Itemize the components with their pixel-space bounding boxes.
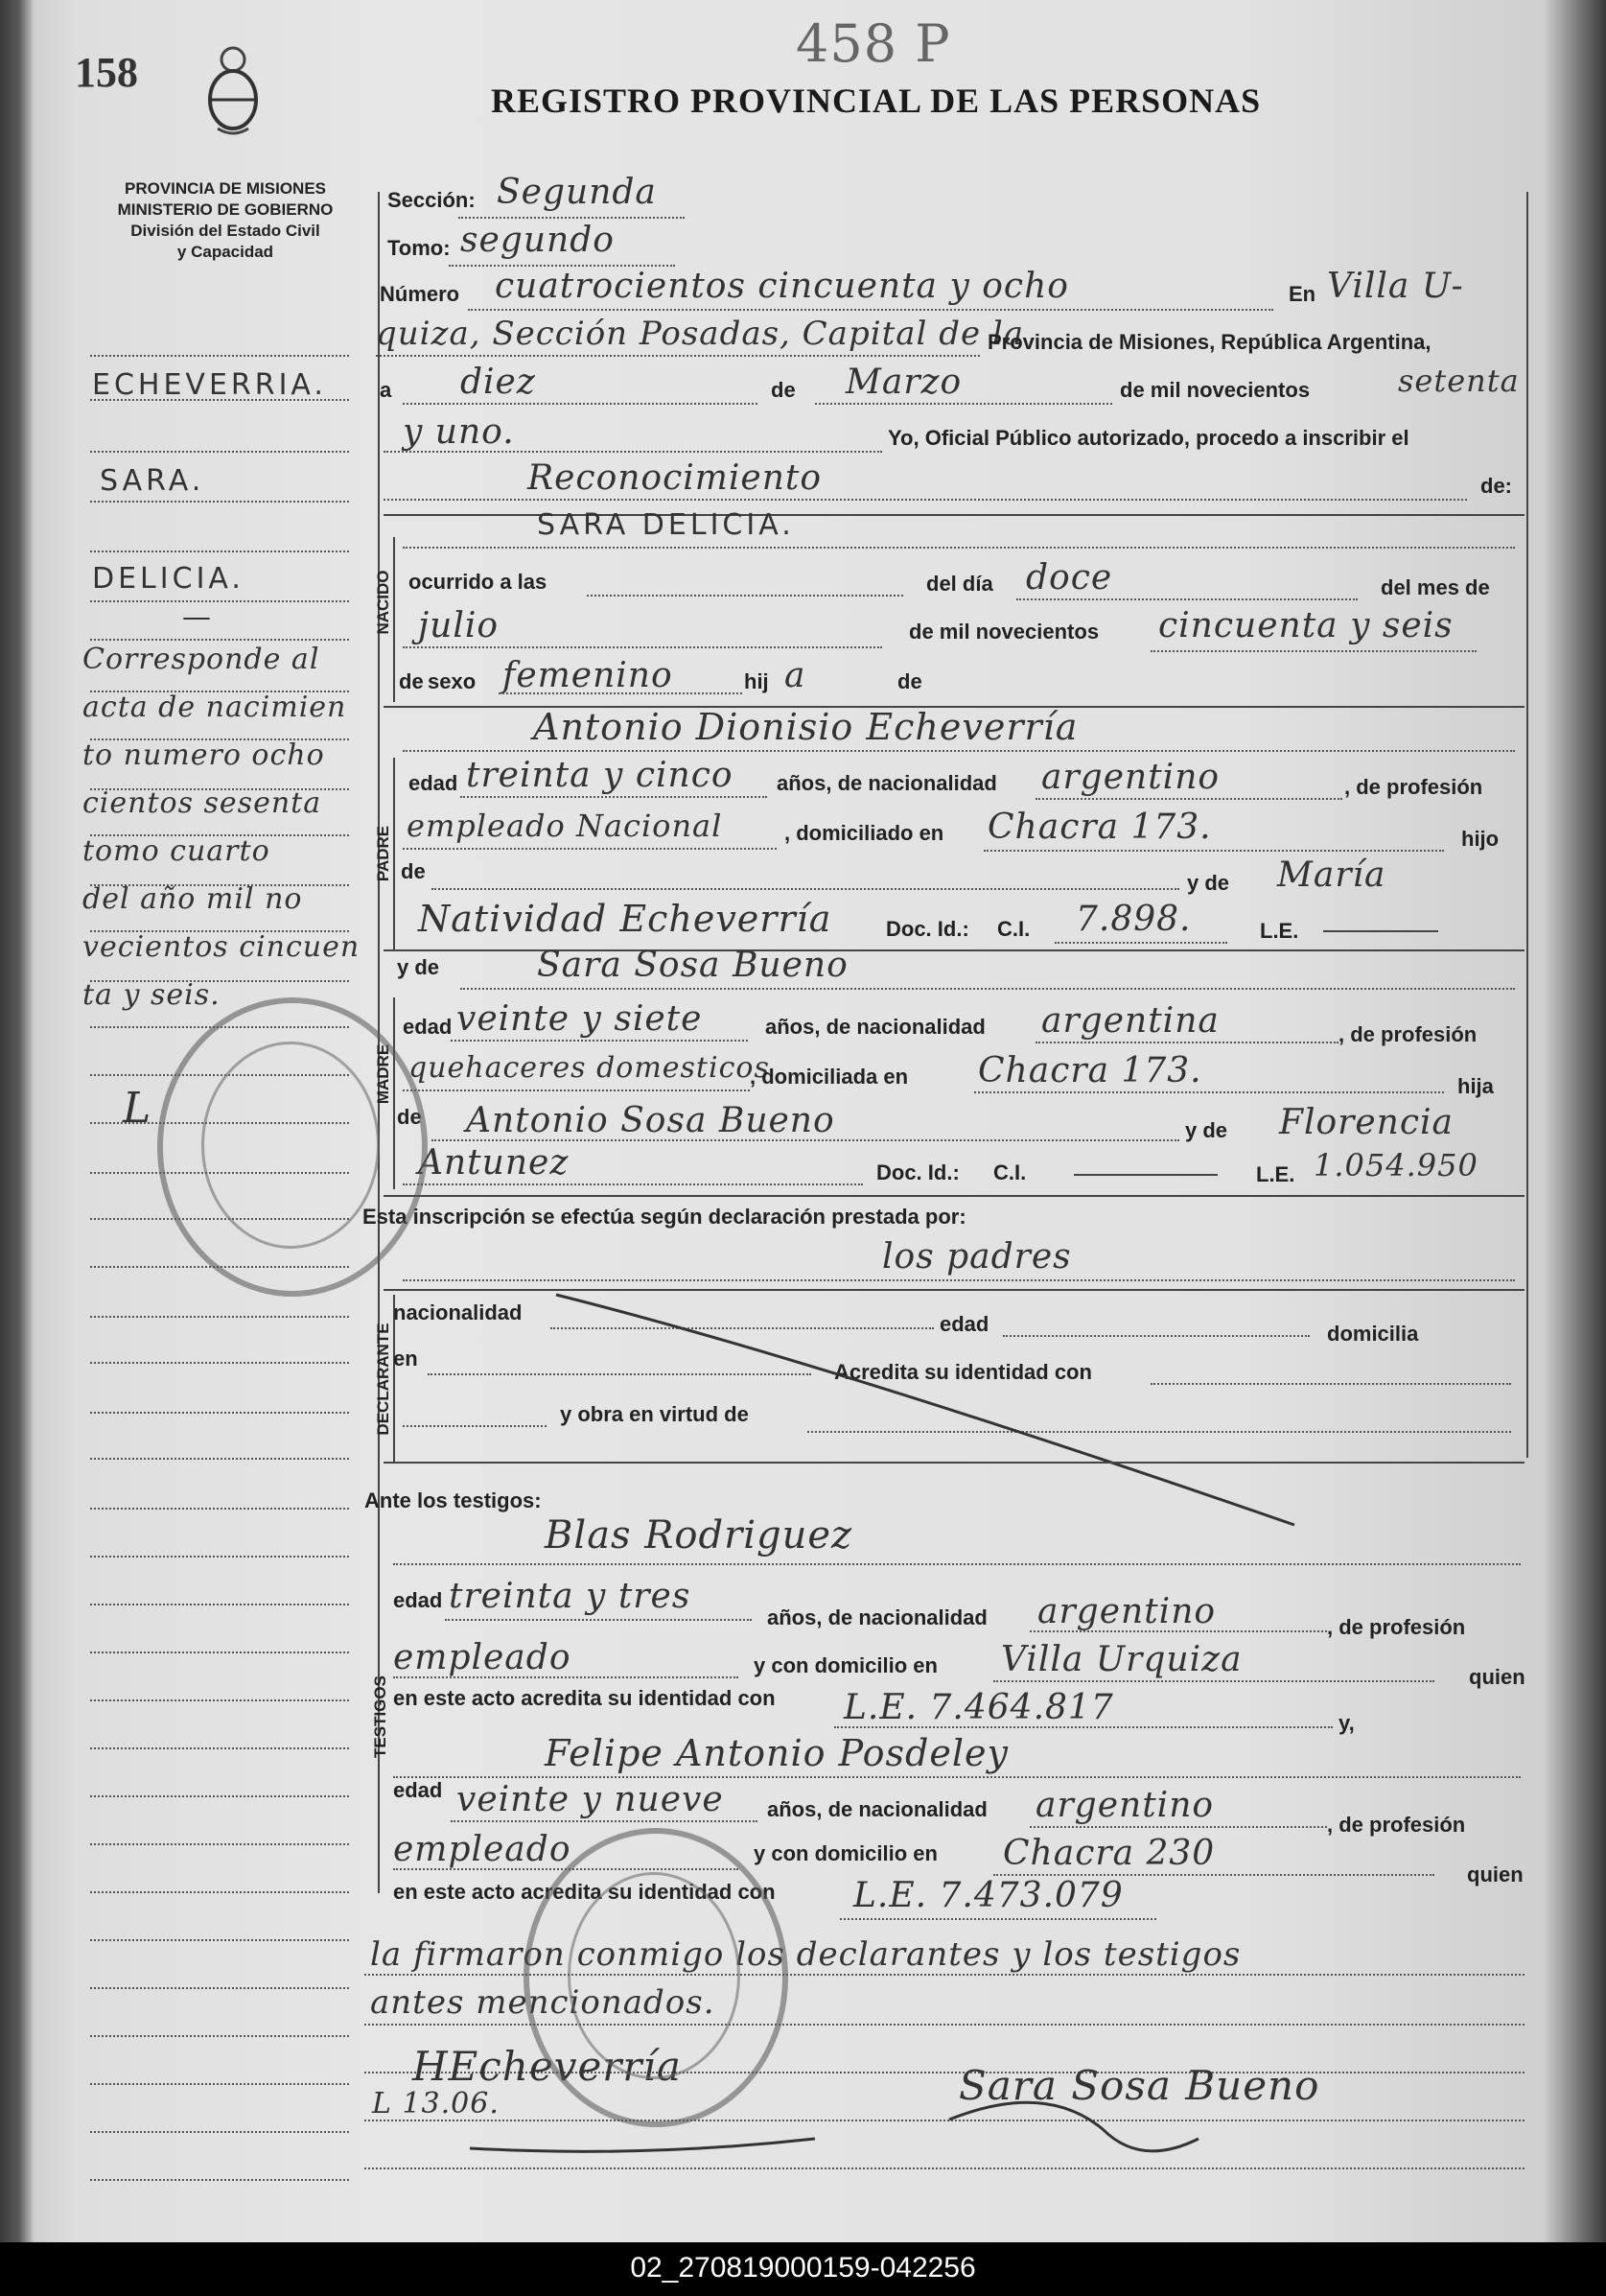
nacido-name-line [403, 547, 1515, 549]
margin-rule [90, 1747, 349, 1749]
testigo1-domicilio-label: y con domicilio en [754, 1653, 938, 1677]
nacido-section-label: NACIDO [374, 570, 392, 635]
testigo1-dom-line [993, 1680, 1434, 1682]
sexo-line [499, 692, 742, 694]
declarante-nacionalidad-label: nacionalidad [393, 1300, 523, 1324]
margin-rule [90, 1316, 349, 1318]
margin-note-line: acta de nacimien [82, 691, 347, 724]
coat-of-arms-icon [198, 42, 268, 138]
margin-rule [90, 501, 349, 503]
padre-name: Antonio Dionisio Echeverría [533, 706, 1079, 748]
madre-padre-value: Antonio Sosa Bueno [466, 1101, 835, 1140]
del-dia-label: del día [926, 572, 993, 596]
mil-label: de mil novecientos [1120, 378, 1311, 402]
tomo-value: segundo [460, 221, 615, 260]
year-value: setenta [1398, 363, 1520, 399]
signature-right: Sara Sosa Bueno [959, 2062, 1320, 2109]
declarante-obra-label: y obra en virtud de [560, 1402, 749, 1426]
margin-note-line: cientos sesenta [82, 786, 322, 820]
margin-dash: — [182, 600, 212, 634]
ante-testigos-label: Ante los testigos: [364, 1488, 542, 1512]
testigo2-nac-value: argentino [1036, 1786, 1215, 1825]
testigo2-prof-value: empleado [393, 1830, 571, 1869]
testigo1-name: Blas Rodriguez [545, 1513, 853, 1558]
testigo2-doc-line [840, 1918, 1156, 1920]
closing-line-1: la firmaron conmigo los declarantes y los testigos [370, 1935, 1242, 1974]
madre-name: Sara Sosa Bueno [537, 946, 849, 985]
testigo2-domicilio-label: y con domicilio en [754, 1841, 938, 1865]
margin-rule [90, 1699, 349, 1701]
ocurrido-label: ocurrido a las [408, 570, 547, 594]
hij-de-label: de [897, 669, 922, 693]
closing-line-2: antes mencionados. [370, 1983, 715, 2022]
padre-de-line [431, 888, 1179, 890]
margin-rule [90, 1891, 349, 1893]
margin-note-line: tomo cuarto [82, 834, 270, 868]
testigo1-doc-value: L.E. 7.464.817 [844, 1688, 1114, 1727]
madre-profesion-line [403, 1089, 750, 1091]
seccion-value: Segunda [497, 173, 657, 212]
margin-rule [90, 355, 349, 357]
testigo1-prof-value: empleado [393, 1638, 571, 1677]
birth-day-line [1016, 598, 1358, 600]
birth-day-value: doce [1026, 558, 1113, 597]
madre-ci-label: C.I. [993, 1160, 1027, 1184]
padre-madre-value-2: Natividad Echeverría [418, 898, 832, 940]
hij-label: hij [744, 669, 769, 693]
declarante-por-line [403, 1279, 1515, 1281]
oficial-label: Yo, Oficial Público autorizado, procedo a inscribir el [888, 426, 1409, 450]
margin-rule [90, 1939, 349, 1941]
declarante-top-rule [384, 1195, 1525, 1197]
margin-rule [90, 1412, 349, 1414]
margin-rule [90, 551, 349, 552]
madre-profesion-value: quehaceres domesticos [408, 1051, 770, 1085]
padre-doc-label: Doc. Id.: [886, 917, 969, 941]
birth-month-line [403, 646, 882, 648]
margin-note-line: vecientos cincuen [82, 930, 361, 964]
madre-nacionalidad-value: argentina [1041, 1001, 1220, 1041]
madre-yde-label: y de [397, 955, 440, 979]
seccion-line [458, 217, 685, 219]
madre-edad-label: edad [403, 1015, 453, 1039]
declarante-edad-label: edad [940, 1312, 989, 1336]
province-label: PROVINCIA DE MISIONES [124, 179, 326, 198]
margin-rule [90, 2179, 349, 2181]
madre-edad-value: veinte y siete [456, 999, 703, 1039]
a-label: a [380, 378, 392, 402]
madre-padre-line [431, 1139, 1179, 1141]
padre-edad-label: edad [408, 771, 458, 795]
madre-le-label: L.E. [1256, 1162, 1295, 1186]
madre-yde2-label: y de [1185, 1118, 1228, 1142]
declarante-en-label: en [393, 1347, 418, 1371]
numero-line [468, 309, 1273, 311]
testigo2-profesion-label: , de profesión [1327, 1813, 1466, 1837]
padre-ci-label: C.I. [997, 917, 1031, 941]
place-line [376, 355, 980, 357]
hij-value: a [784, 656, 806, 695]
madre-ci-dash [1074, 1174, 1218, 1176]
padre-section-label: PADRE [374, 825, 392, 882]
ocurrido-line [587, 595, 903, 597]
margin-surname: ECHEVERRIA. [92, 368, 327, 402]
madre-profesion-label: , de profesión [1338, 1022, 1478, 1046]
header-left-block [96, 178, 355, 263]
margin-rule [90, 451, 349, 453]
testigo2-edad-label: edad [393, 1778, 443, 1802]
scan-id: 02_270819000159-042256 [630, 2252, 976, 2284]
testigo1-edad-value: treinta y tres [449, 1577, 691, 1616]
madre-nacionalidad-line [1036, 1042, 1338, 1043]
testigo1-edad-line [445, 1619, 752, 1621]
testigo2-quien-label: quien [1467, 1863, 1524, 1886]
madre-madre-value-2: Antunez [418, 1143, 570, 1183]
testigo1-edad-label: edad [393, 1588, 443, 1612]
document-title: REGISTRO PROVINCIAL DE LAS PERSONAS [491, 82, 1262, 120]
padre-edad-value: treinta y cinco [466, 756, 733, 795]
madre-domiciliada-label: , domiciliada en [750, 1065, 909, 1089]
year-line [384, 451, 882, 453]
birth-month-value: julio [418, 606, 500, 645]
testigo2-dom-value: Chacra 230 [1003, 1834, 1216, 1873]
signature-left: HEcheverría [412, 2043, 682, 2090]
declaracion-intro: Esta inscripción se efectúa según declaración prestada por: [362, 1205, 966, 1229]
madre-madre-value: Florencia [1279, 1103, 1455, 1142]
padre-profesion-line [403, 848, 777, 850]
padre-domicilio-value: Chacra 173. [988, 808, 1212, 847]
margin-scribble: L [123, 1084, 152, 1133]
month-value: Marzo [846, 363, 963, 402]
capacity-label: y Capacidad [176, 243, 274, 262]
padre-side-rule [393, 758, 395, 949]
testigo1-nac-line [1030, 1630, 1327, 1632]
declarante-section-label: DECLARANTE [374, 1323, 392, 1436]
padre-profesion-value: empleado Nacional [407, 808, 723, 844]
padre-hijo-label: hijo [1461, 827, 1500, 851]
day-value: diez [460, 363, 536, 402]
margin-rule [90, 1508, 349, 1510]
birth-year-line [1151, 650, 1477, 652]
madre-madre-line [403, 1183, 863, 1185]
padre-name-line [403, 750, 1515, 752]
testigo2-name: Felipe Antonio Posdeley [545, 1732, 1009, 1774]
testigo1-name-line [393, 1563, 1521, 1565]
ministry-label: MINISTERIO DE GOBIERNO [117, 200, 334, 220]
madre-domicilio-line [974, 1091, 1444, 1093]
testigo1-y-label: y, [1338, 1711, 1355, 1735]
padre-ci-value: 7.898. [1076, 900, 1192, 939]
padre-domicilio-line [984, 850, 1444, 852]
page-number: 158 [75, 49, 138, 96]
testigo2-edad-line [451, 1820, 757, 1822]
margin-second-name: DELICIA. [92, 562, 244, 596]
nacido-side-rule [393, 537, 395, 702]
padre-profesion-label: , de profesión [1344, 775, 1483, 799]
testigo2-nac-line [1030, 1826, 1327, 1828]
margin-rule [90, 2035, 349, 2037]
place-value: quiza, Sección Posadas, Capital de la [376, 315, 1025, 353]
official-seal-lower [524, 1828, 788, 2127]
testigo1-anios-label: años, de nacionalidad [767, 1605, 988, 1629]
padre-anios-label: años, de nacionalidad [777, 771, 997, 795]
year-value-2: y uno. [403, 412, 515, 452]
margin-rule [90, 1604, 349, 1605]
margin-note-line: ta y seis. [82, 978, 221, 1012]
padre-nacionalidad-value: argentino [1041, 758, 1221, 797]
archive-number: 458 P [796, 13, 951, 74]
margin-rule [90, 1556, 349, 1558]
acto-line [384, 499, 1467, 501]
testigo1-nac-value: argentino [1037, 1592, 1217, 1631]
margin-rule [90, 1458, 349, 1460]
seccion-label: Sección: [387, 188, 476, 212]
birth-mil-label: de mil novecientos [909, 620, 1100, 644]
padre-le-dash [1323, 930, 1438, 932]
closing-rule [364, 2167, 1525, 2169]
official-seal-upper [157, 997, 428, 1297]
margin-note-line: Corresponde al [82, 643, 320, 676]
signature-left-2: L 13.06. [372, 2087, 500, 2120]
declarante-por-value: los padres [882, 1237, 1072, 1277]
testigo1-prof-line [393, 1676, 738, 1678]
margin-note-line: del año mil no [82, 882, 303, 916]
testigo2-name-line [393, 1776, 1521, 1778]
testigo1-quien-label: quien [1469, 1665, 1525, 1689]
testigo1-acredita-label: en este acto acredita su identidad con [393, 1686, 776, 1710]
tomo-label: Tomo: [387, 236, 451, 260]
declarante-acredita-label: Acredita su identidad con [834, 1360, 1092, 1384]
margin-rule [90, 639, 349, 641]
margin-rule [90, 1652, 349, 1653]
de-colon-label: de: [1480, 474, 1512, 498]
margin-note-line: to numero ocho [82, 738, 325, 772]
de-label: de [771, 378, 796, 402]
testigo2-acredita-label: en este acto acredita su identidad con [393, 1880, 776, 1904]
testigos-section-label: TESTIGOS [371, 1675, 389, 1758]
main-right-rule [1526, 192, 1528, 1458]
numero-label: Número [380, 282, 460, 306]
margin-rule [90, 2083, 349, 2085]
padre-madre-value: María [1277, 855, 1386, 895]
madre-hija-label: hija [1457, 1074, 1494, 1098]
padre-nacionalidad-line [1036, 798, 1342, 800]
birth-year-value: cincuenta y seis [1158, 606, 1454, 645]
testigo1-profesion-label: , de profesión [1327, 1615, 1466, 1639]
padre-yde-label: y de [1187, 871, 1230, 895]
margin-rule [90, 2131, 349, 2133]
margin-rule [90, 1987, 349, 1989]
madre-edad-line [451, 1040, 748, 1042]
sexo-label: sexo [428, 669, 477, 693]
madre-anios-label: años, de nacionalidad [765, 1015, 986, 1039]
en-value: Villa U- [1327, 267, 1464, 306]
numero-value: cuatrocientos cincuenta y ocho [495, 267, 1069, 306]
margin-first-name: SARA. [100, 464, 205, 498]
declarante-obra-pre-line [403, 1425, 547, 1427]
declarante-domicilia-label: domicilia [1327, 1322, 1419, 1346]
testigo2-anios-label: años, de nacionalidad [767, 1797, 988, 1821]
madre-le-value: 1.054.950 [1314, 1147, 1478, 1183]
month-line [815, 403, 1112, 405]
madre-name-line [460, 988, 1515, 990]
province-country-label: Provincia de Misiones, República Argentina, [988, 330, 1431, 354]
testigo1-doc-line [834, 1726, 1333, 1728]
padre-ci-line [1055, 942, 1227, 944]
sexo-value: femenino [502, 656, 673, 695]
madre-doc-label: Doc. Id.: [876, 1160, 960, 1184]
margin-rule [90, 1795, 349, 1797]
padre-edad-line [460, 796, 767, 798]
declarante-bottom-rule [384, 1462, 1525, 1464]
margin-rule [90, 1843, 349, 1845]
madre-section-label: MADRE [374, 1043, 392, 1105]
acto-value: Reconocimiento [527, 458, 823, 498]
margin-rule [90, 600, 349, 602]
padre-de-label: de [401, 859, 426, 883]
madre-de-label: de [397, 1105, 422, 1129]
testigo1-dom-value: Villa Urquiza [1001, 1640, 1243, 1679]
padre-le-label: L.E. [1260, 919, 1299, 943]
nacido-name: SARA DELICIA. [537, 508, 795, 542]
day-line [403, 403, 757, 405]
scan-footer [0, 2242, 1606, 2296]
margin-rule [90, 1362, 349, 1364]
en-label: En [1289, 282, 1316, 306]
declarante-cancel-stroke [537, 1285, 1304, 1535]
madre-domicilio-value: Chacra 173. [978, 1051, 1202, 1090]
del-mes-label: del mes de [1381, 575, 1490, 599]
padre-domiciliado-label: , domiciliado en [784, 821, 944, 845]
testigo2-doc-value: L.E. 7.473.079 [853, 1876, 1124, 1915]
testigo2-edad-value: veinte y nueve [456, 1780, 724, 1819]
de-sexo-de: de [399, 669, 424, 693]
division-label: División del Estado Civil [130, 222, 320, 241]
